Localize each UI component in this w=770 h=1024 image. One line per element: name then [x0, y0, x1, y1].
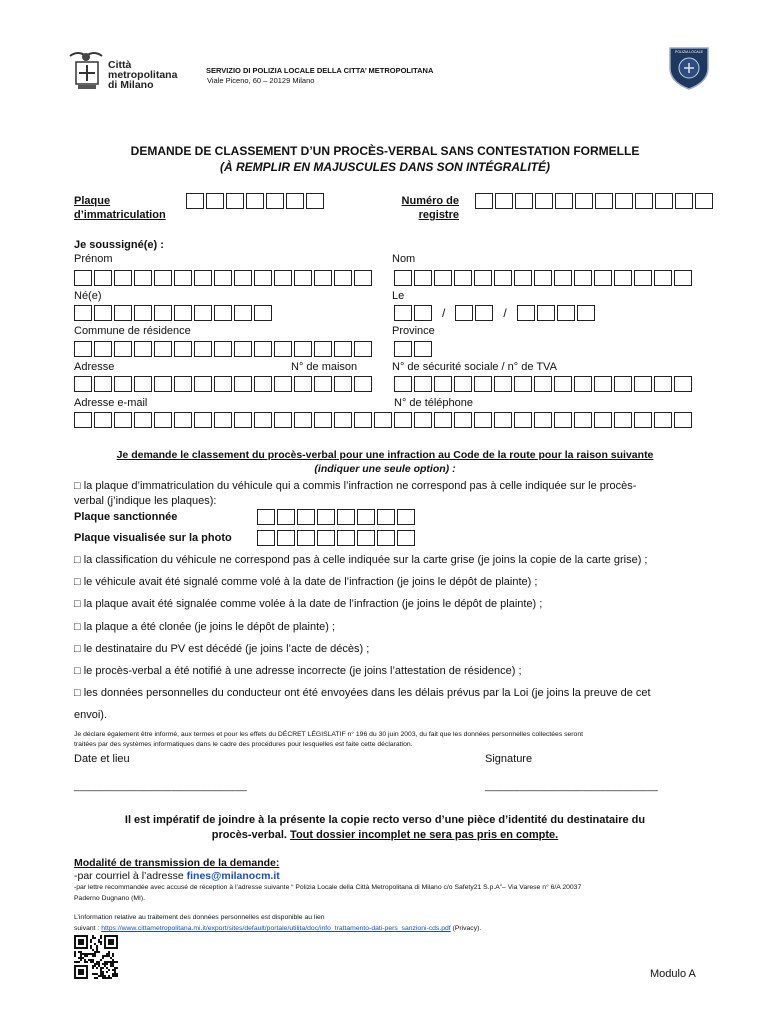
option-text-continued: verbal (j’indique les plaques): — [74, 495, 217, 507]
badge-text: POLIZIA LOCALE — [674, 50, 703, 54]
adresse-input[interactable] — [74, 376, 374, 392]
char-box[interactable] — [266, 193, 284, 209]
char-box[interactable] — [334, 412, 352, 428]
char-box[interactable] — [254, 412, 272, 428]
char-box[interactable] — [257, 509, 275, 525]
telephone-input[interactable] — [394, 412, 694, 428]
char-box[interactable] — [354, 341, 372, 357]
option-text: les données personnelles du conducteur ont été envoyées dans les délais prévus par la Loi (je joins la preuve de cet — [83, 687, 651, 699]
checkbox[interactable]: □ — [74, 598, 81, 610]
qr-code — [74, 935, 118, 979]
soussigne-label: Je soussigné(e) : — [74, 239, 164, 251]
char-box[interactable] — [334, 341, 352, 357]
ne-input[interactable] — [74, 305, 274, 321]
char-box[interactable] — [194, 305, 212, 321]
privacy-info: L’information relative au traitement des données personnelles est disponible au lien — [74, 914, 325, 921]
char-box[interactable] — [397, 509, 415, 525]
char-box[interactable] — [214, 376, 232, 392]
char-box[interactable] — [74, 341, 92, 357]
char-box[interactable] — [577, 305, 595, 321]
date-separator: / — [503, 306, 507, 320]
option-plaque-volee[interactable] — [74, 598, 542, 610]
char-box[interactable] — [314, 270, 332, 286]
email-link[interactable]: fines@milanocm.it — [186, 870, 280, 882]
email-label: Adresse e-mail — [74, 397, 148, 409]
commune-input[interactable] — [74, 341, 374, 357]
option-plaque[interactable] — [74, 480, 636, 492]
maison-label: N° de maison — [291, 361, 358, 373]
char-box[interactable] — [94, 305, 112, 321]
char-box[interactable] — [414, 412, 432, 428]
char-box[interactable] — [454, 270, 472, 286]
char-box[interactable] — [434, 376, 452, 392]
char-box[interactable] — [394, 270, 412, 286]
char-box[interactable] — [194, 341, 212, 357]
char-box[interactable] — [675, 193, 693, 209]
telephone-label: N° de téléphone — [394, 397, 474, 409]
char-box[interactable] — [254, 270, 272, 286]
char-box[interactable] — [695, 193, 713, 209]
qr-code-icon — [74, 935, 118, 979]
service-name: SERVIZIO DI POLIZIA LOCALE DELLA CITTA’ METROPOLITANA — [206, 66, 434, 75]
plaque-photo-label: Plaque visualisée sur la photo — [74, 532, 232, 544]
request-subheading: (indiquer une seule option) : — [314, 463, 456, 475]
char-box[interactable] — [274, 341, 292, 357]
registre-label: Numéro de registre — [401, 195, 459, 221]
char-box[interactable] — [246, 193, 264, 209]
char-box[interactable] — [574, 412, 592, 428]
char-box[interactable] — [254, 341, 272, 357]
char-box[interactable] — [206, 193, 224, 209]
char-box[interactable] — [475, 305, 493, 321]
checkbox[interactable]: □ — [74, 621, 81, 633]
char-box[interactable] — [474, 376, 492, 392]
char-box[interactable] — [294, 270, 312, 286]
char-box[interactable] — [674, 270, 692, 286]
date-year[interactable] — [517, 304, 597, 321]
char-box[interactable] — [557, 305, 575, 321]
char-box[interactable] — [274, 412, 292, 428]
char-box[interactable] — [134, 412, 152, 428]
char-box[interactable] — [337, 509, 355, 525]
char-box[interactable] — [154, 305, 172, 321]
char-box[interactable] — [94, 270, 112, 286]
char-box[interactable] — [234, 412, 252, 428]
char-box[interactable] — [534, 270, 552, 286]
date-lieu-line[interactable]: ______________________________ — [74, 781, 247, 792]
char-box[interactable] — [517, 305, 535, 321]
nom-input[interactable] — [394, 270, 694, 286]
char-box[interactable] — [274, 376, 292, 392]
option-text-continued: envoi). — [74, 709, 108, 721]
char-box[interactable] — [74, 412, 92, 428]
char-box[interactable] — [594, 270, 612, 286]
char-box[interactable] — [174, 341, 192, 357]
plaque-photo-input[interactable] — [257, 530, 417, 546]
checkbox[interactable]: □ — [74, 687, 81, 699]
char-box[interactable] — [377, 509, 395, 525]
char-box[interactable] — [537, 305, 555, 321]
char-box[interactable] — [494, 270, 512, 286]
char-box[interactable] — [515, 193, 533, 209]
province-label: Province — [392, 325, 435, 337]
char-box[interactable] — [595, 193, 613, 209]
char-box[interactable] — [314, 412, 332, 428]
char-box[interactable] — [394, 305, 412, 321]
char-box[interactable] — [317, 509, 335, 525]
char-box[interactable] — [474, 270, 492, 286]
char-box[interactable] — [534, 412, 552, 428]
privacy-link-line — [74, 925, 481, 932]
char-box[interactable] — [74, 376, 92, 392]
char-box[interactable] — [655, 193, 673, 209]
char-box[interactable] — [214, 270, 232, 286]
char-box[interactable] — [94, 341, 112, 357]
char-box[interactable] — [495, 193, 513, 209]
option-plaque-clonee[interactable] — [74, 621, 335, 633]
char-box[interactable] — [134, 341, 152, 357]
province-input[interactable] — [394, 341, 434, 357]
form-title: DEMANDE DE CLASSEMENT D’UN PROCÈS-VERBAL SANS CONTESTATION FORMELLE — [130, 144, 640, 158]
char-box[interactable] — [354, 412, 372, 428]
char-box[interactable] — [294, 412, 312, 428]
city-emblem-icon — [66, 48, 106, 92]
prenom-label: Prénom — [74, 253, 113, 265]
char-box[interactable] — [94, 376, 112, 392]
option-text: le véhicule avait été signalé comme volé à la date de l’infraction (je joins le dépôt de plainte) ; — [83, 576, 538, 588]
char-box[interactable] — [394, 341, 412, 357]
prenom-input[interactable] — [74, 270, 374, 286]
secu-input[interactable] — [394, 376, 694, 392]
transmission-heading: Modalité de transmission de la demande: — [74, 857, 280, 869]
plaque-label: Plaque d’immatriculation — [74, 195, 166, 221]
char-box[interactable] — [514, 270, 532, 286]
char-box[interactable] — [674, 412, 692, 428]
char-box[interactable] — [214, 305, 232, 321]
plaque-sanctionnee-label: Plaque sanctionnée — [74, 511, 178, 523]
checkbox[interactable]: □ — [74, 665, 81, 677]
ne-label: Né(e) — [74, 290, 102, 302]
char-box[interactable] — [154, 376, 172, 392]
char-box[interactable] — [354, 376, 372, 392]
char-box[interactable] — [535, 193, 553, 209]
char-box[interactable] — [114, 412, 132, 428]
char-box[interactable] — [314, 341, 332, 357]
option-text: la classification du véhicule ne correspond pas à celle indiquée sur la carte grise (je joins la copie de la carte grise) ; — [83, 554, 648, 566]
char-box[interactable] — [554, 412, 572, 428]
le-label: Le — [392, 290, 405, 302]
char-box[interactable] — [534, 376, 552, 392]
date-separator: / — [442, 306, 446, 320]
char-box[interactable] — [574, 270, 592, 286]
char-box[interactable] — [614, 376, 632, 392]
char-box[interactable] — [254, 305, 272, 321]
option-text: la plaque avait été signalée comme volée à la date de l’infraction (je joins le dépôt de plainte) ; — [83, 598, 543, 610]
char-box[interactable] — [594, 376, 612, 392]
privacy-prefix: suivant : — [74, 925, 100, 932]
city-logo-text: Città metropolitana di Milano — [108, 59, 178, 91]
char-box[interactable] — [214, 412, 232, 428]
char-box[interactable] — [174, 412, 192, 428]
char-box[interactable] — [114, 341, 132, 357]
char-box[interactable] — [455, 305, 473, 321]
char-box[interactable] — [614, 270, 632, 286]
char-box[interactable] — [575, 193, 593, 209]
char-box[interactable] — [174, 376, 192, 392]
char-box[interactable] — [134, 270, 152, 286]
char-box[interactable] — [234, 376, 252, 392]
char-box[interactable] — [234, 341, 252, 357]
char-box[interactable] — [294, 341, 312, 357]
char-box[interactable] — [257, 530, 275, 546]
char-box[interactable] — [134, 305, 152, 321]
request-heading: Je demande le classement du procès-verbal pour une infraction au Code de la route pour la raison suivante — [116, 449, 654, 461]
service-address: Viale Piceno, 60 – 20129 Milano — [207, 76, 315, 85]
char-box[interactable] — [634, 270, 652, 286]
char-box[interactable] — [494, 412, 512, 428]
adresse-label: Adresse — [74, 361, 115, 373]
secu-label: N° de sécurité sociale / n° de TVA — [392, 361, 557, 373]
plaque-input[interactable] — [186, 193, 326, 209]
commune-label: Commune de résidence — [74, 325, 191, 337]
char-box[interactable] — [354, 270, 372, 286]
char-box[interactable] — [194, 412, 212, 428]
notice-line: Il est impératif de joindre à la présente la copie recto verso d’une pièce d’identité du destinataire du — [124, 814, 646, 826]
char-box[interactable] — [334, 376, 352, 392]
char-box[interactable] — [377, 530, 395, 546]
char-box[interactable] — [194, 376, 212, 392]
option-adresse-incorrecte[interactable] — [74, 665, 522, 677]
declaration-line: traitées par des systèmes informatiques dans le cadre des procédures pour lesquelles est faite cette déclaration. — [74, 741, 413, 748]
transmission-courriel — [74, 870, 280, 882]
option-text: le procès-verbal a été notifié à une adresse incorrecte (je joins l’attestation de résidence) ; — [83, 665, 522, 677]
char-box[interactable] — [654, 270, 672, 286]
email-input[interactable] — [74, 412, 394, 428]
char-box[interactable] — [274, 270, 292, 286]
signature-label: Signature — [485, 753, 533, 765]
char-box[interactable] — [214, 341, 232, 357]
char-box[interactable] — [357, 530, 375, 546]
char-box[interactable] — [297, 509, 315, 525]
char-box[interactable] — [74, 270, 92, 286]
date-month[interactable] — [455, 304, 495, 321]
notice-warning: Tout dossier incomplet ne sera pas pris en compte. — [290, 829, 559, 841]
char-box[interactable] — [306, 193, 324, 209]
char-box[interactable] — [414, 376, 432, 392]
char-box[interactable] — [615, 193, 633, 209]
form-subtitle: (À REMPLIR EN MAJUSCULES DANS SON INTÉGRALITÉ) — [219, 160, 550, 174]
char-box[interactable] — [454, 376, 472, 392]
plaque-sanctionnee-input[interactable] — [257, 509, 417, 525]
signature-line[interactable]: ______________________________ — [485, 781, 658, 792]
char-box[interactable] — [154, 412, 172, 428]
char-box[interactable] — [594, 412, 612, 428]
char-box[interactable] — [174, 270, 192, 286]
checkbox[interactable]: □ — [74, 554, 81, 566]
city-logo — [66, 48, 106, 92]
char-box[interactable] — [317, 530, 335, 546]
char-box[interactable] — [334, 270, 352, 286]
char-box[interactable] — [634, 412, 652, 428]
transmission-lettre: -par lettre recommandée avec accusé de réception à l’adresse suivante “ Polizia Locale della Città Metropolitana di Milano c/o Safety21 S.p.A”– Via Varese n° 6/A 20037 — [74, 884, 582, 891]
char-box[interactable] — [234, 270, 252, 286]
char-box[interactable] — [294, 376, 312, 392]
char-box[interactable] — [277, 509, 295, 525]
char-box[interactable] — [314, 376, 332, 392]
char-box[interactable] — [114, 376, 132, 392]
char-box[interactable] — [394, 376, 412, 392]
transmission-lettre: Paderno Dugnano (MI). — [74, 895, 146, 902]
char-box[interactable] — [234, 305, 252, 321]
char-box[interactable] — [475, 193, 493, 209]
char-box[interactable] — [286, 193, 304, 209]
option-text: la plaque a été clonée (je joins le dépôt de plainte) ; — [83, 621, 336, 633]
declaration-line: Je déclare également être informé, aux termes et pour les effets du DÉCRET LÉGISLATIF n° 196 du 30 juin 2003, du fait que les données personnelles collectées seront — [74, 731, 583, 738]
char-box[interactable] — [654, 412, 672, 428]
char-box[interactable] — [74, 305, 92, 321]
char-box[interactable] — [554, 270, 572, 286]
date-lieu-label: Date et lieu — [74, 753, 130, 765]
nom-label: Nom — [392, 253, 416, 265]
char-box[interactable] — [634, 376, 652, 392]
option-decede[interactable] — [74, 643, 369, 655]
privacy-link[interactable]: https://www.cittametropolitana.mi.it/export/sites/default/portale/utilita/doc/info_trattamento-dati-pers_sanzioni-cds.pdf — [101, 925, 451, 932]
option-text: le destinataire du PV est décédé (je joins l’acte de décès) ; — [83, 643, 370, 655]
char-box[interactable] — [454, 412, 472, 428]
char-box[interactable] — [574, 376, 592, 392]
checkbox[interactable]: □ — [74, 576, 81, 588]
police-badge — [667, 44, 711, 90]
char-box[interactable] — [94, 412, 112, 428]
char-box[interactable] — [254, 376, 272, 392]
char-box[interactable] — [174, 305, 192, 321]
char-box[interactable] — [654, 376, 672, 392]
date-day[interactable] — [394, 304, 434, 321]
char-box[interactable] — [186, 193, 204, 209]
char-box[interactable] — [154, 341, 172, 357]
char-box[interactable] — [494, 376, 512, 392]
char-box[interactable] — [555, 193, 573, 209]
char-box[interactable] — [337, 530, 355, 546]
char-box[interactable] — [357, 509, 375, 525]
checkbox[interactable]: □ — [74, 480, 81, 492]
char-box[interactable] — [226, 193, 244, 209]
char-box[interactable] — [374, 412, 392, 428]
char-box[interactable] — [134, 376, 152, 392]
char-box[interactable] — [434, 270, 452, 286]
option-classification[interactable] — [74, 554, 647, 566]
char-box[interactable] — [674, 376, 692, 392]
char-box[interactable] — [434, 412, 452, 428]
char-box[interactable] — [614, 412, 632, 428]
char-box[interactable] — [414, 305, 432, 321]
privacy-suffix: (Privacy). — [452, 925, 482, 932]
char-box[interactable] — [414, 341, 432, 357]
char-box[interactable] — [297, 530, 315, 546]
char-box[interactable] — [154, 270, 172, 286]
checkbox[interactable]: □ — [74, 643, 81, 655]
char-box[interactable] — [554, 376, 572, 392]
char-box[interactable] — [394, 412, 412, 428]
char-box[interactable] — [114, 270, 132, 286]
char-box[interactable] — [277, 530, 295, 546]
option-text: la plaque d’immatriculation du véhicule qui a commis l’infraction ne correspond pas à celle indiquée sur le procès- — [83, 480, 637, 492]
courriel-text: -par courriel à l’adresse — [74, 870, 184, 882]
char-box[interactable] — [414, 270, 432, 286]
char-box[interactable] — [194, 270, 212, 286]
date-input[interactable] — [394, 305, 597, 321]
registre-input[interactable] — [475, 193, 715, 209]
option-donnees-envoyees[interactable] — [74, 687, 651, 699]
char-box[interactable] — [474, 412, 492, 428]
option-vehicule-vole[interactable] — [74, 576, 537, 588]
modulo-label: Modulo A — [650, 968, 696, 980]
char-box[interactable] — [114, 305, 132, 321]
char-box[interactable] — [635, 193, 653, 209]
char-box[interactable] — [514, 412, 532, 428]
notice-line-2 — [0, 829, 770, 841]
char-box[interactable] — [514, 376, 532, 392]
notice-text: procès-verbal. — [211, 829, 287, 841]
char-box[interactable] — [397, 530, 415, 546]
